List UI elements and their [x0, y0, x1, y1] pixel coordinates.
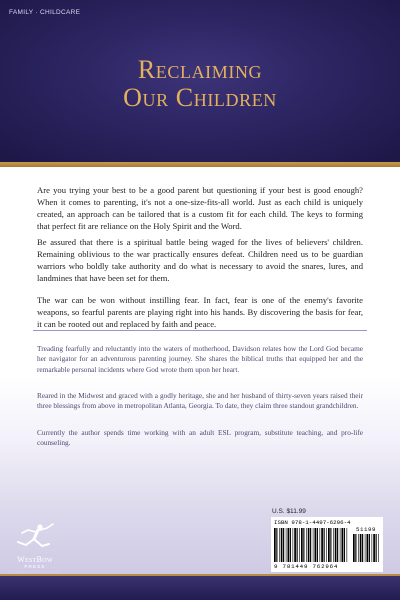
barcode-bar — [279, 528, 280, 562]
bottom-band — [0, 576, 400, 600]
barcode-bar — [342, 528, 344, 562]
barcode-bar — [372, 534, 373, 562]
description-paragraph: Be assured that there is a spiritual battle being waged for the lives of believers' children. Remaining oblivious to the war practically ensures defeat. Children need us to be guardian warriors who boldly take authority and do what is necessary to avoid the snares, lures, and landmines that have been set for them. — [37, 237, 363, 284]
barcode-bar — [317, 528, 318, 562]
barcode-bar — [335, 528, 337, 562]
barcode-bar — [286, 528, 287, 562]
cover-header — [0, 0, 400, 162]
barcode-bar — [293, 528, 294, 562]
barcode-bar — [340, 528, 341, 562]
barcode-bar — [353, 534, 355, 562]
barcode-bar — [281, 528, 283, 562]
ean-number: 9 781449 762964 — [274, 563, 339, 570]
publisher-press: PRESS — [24, 564, 46, 569]
author-bio-paragraph: Reared in the Midwest and graced with a godly heritage, she and her husband of thirty-seven years raised their three blessings from above in metropolitan Atlanta, Georgia. To date, they claim three standout grandchildren. — [37, 391, 363, 411]
price-label: U.S. $11.99 — [272, 508, 306, 515]
barcode-bar — [378, 534, 379, 562]
leaping-figure-icon — [9, 521, 61, 555]
barcode-bar — [376, 534, 377, 562]
description-paragraph: The war can be won without instilling fear. In fact, fear is one of the enemy's favorite weapons, so fearful parents are playing right into his hands. By discovering the basis for fear, it can be rooted out and replaced by faith and peace. — [37, 295, 363, 330]
barcode-bar — [373, 534, 375, 562]
section-divider — [33, 330, 367, 331]
barcode-bar — [306, 528, 307, 562]
barcode-bar — [365, 534, 366, 562]
barcode-bar — [330, 528, 331, 562]
barcode-bar — [308, 528, 310, 562]
barcode-bar — [283, 528, 284, 562]
barcode-bar — [360, 534, 362, 562]
supplement-number: 51199 — [356, 526, 376, 533]
barcode-bar — [290, 528, 291, 562]
category-label: FAMILY · CHILDCARE — [9, 9, 81, 16]
barcode-bar — [344, 528, 345, 562]
ean-barcode — [274, 528, 348, 562]
description-paragraph: Are you trying your best to be a good parent but questioning if your best is good enough? When it comes to parenting, it's not a one-size-fits-all world. Just as each child is uniquely created, an approach can be tailored that is a custom fit for each child. The keys to forming that perfect fit are reliance on the Holy Spirit and the Word. — [37, 185, 363, 232]
supplement-barcode — [353, 534, 379, 562]
barcode-bar — [274, 528, 276, 562]
title-line-1: Reclaiming — [137, 55, 263, 84]
barcode-bar — [297, 528, 298, 562]
barcode-bar — [324, 528, 325, 562]
barcode-bar — [303, 528, 304, 562]
author-bio-paragraph: Currently the author spends time working with an adult ESL program, substitute teaching, and pro-life counseling. — [37, 428, 363, 448]
barcode-bar — [347, 528, 348, 562]
barcode-bar — [288, 528, 290, 562]
barcode-bar — [294, 528, 296, 562]
barcode-bar — [355, 534, 356, 562]
barcode-bar — [313, 528, 314, 562]
barcode-bar — [326, 528, 327, 562]
barcode-bar — [276, 528, 277, 562]
barcode-bar — [321, 528, 323, 562]
publisher-logo — [9, 521, 61, 577]
barcode-bar — [315, 528, 317, 562]
barcode-bar — [337, 528, 338, 562]
barcode-bar — [362, 534, 363, 562]
barcode-bar — [358, 534, 359, 562]
barcode-bar — [369, 534, 370, 562]
publisher-name: WestBow — [17, 555, 53, 564]
author-bio-paragraph: Treading fearfully and reluctantly into the waters of motherhood, Davidson relates how the Lord God became her navigator for an adventurous parenting journey. She shares the biblical truths that equipped her and the remarkable personal incidents where God wrote them upon her heart. — [37, 344, 363, 374]
barcode-bar — [328, 528, 330, 562]
barcode-bar — [301, 528, 303, 562]
barcode-bar — [320, 528, 321, 562]
barcode-block — [271, 517, 383, 572]
barcode-bar — [299, 528, 300, 562]
title-line-2: Our Children — [123, 83, 277, 112]
isbn-label: ISBN 978-1-4497-6296-4 — [274, 519, 351, 526]
barcode-bar — [367, 534, 369, 562]
barcode-bar — [310, 528, 311, 562]
barcode-bar — [333, 528, 334, 562]
publisher-division: A DIVISION OF THOMAS NELSON — [9, 570, 61, 574]
